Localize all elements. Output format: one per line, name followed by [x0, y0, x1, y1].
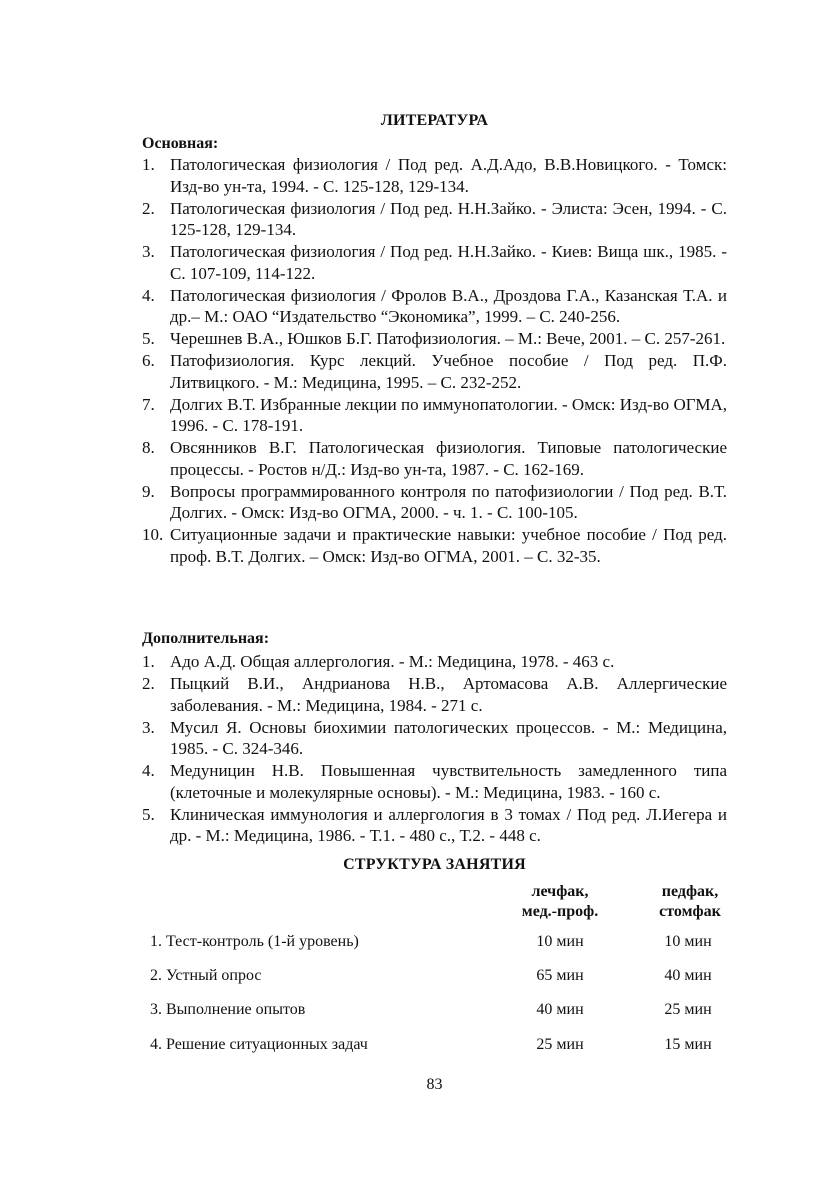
item-number: 3. [142, 242, 155, 261]
list-item [142, 154, 727, 197]
item-text: Патологическая физиология / Фролов В.А., Дроздова Г.А., Казанская Т.А. и др.– М.: ОАО “Издательство “Экономика”, 1999. – С. 240-256. [170, 285, 727, 326]
item-number: 1. [142, 652, 155, 671]
item-number: 5. [142, 804, 155, 824]
list-item [142, 760, 727, 803]
item-number: 7. [142, 394, 155, 414]
list-item [142, 481, 727, 524]
column-header-line: стомфак [659, 903, 721, 920]
item-number: 5. [142, 329, 155, 348]
structure-row-label: 3. Выполнение опытов [150, 1001, 306, 1018]
item-text: Мусил Я. Основы биохимии патологических процессов. - М.: Медицина, 1985. - С. 324-346. [170, 717, 727, 758]
item-number: 9. [142, 481, 155, 501]
main-literature-heading: Основная: [142, 135, 219, 152]
column-header-line: мед.-проф. [521, 903, 599, 920]
structure-row-value: 10 мин [664, 933, 712, 950]
item-number: 2. [142, 198, 155, 218]
column-header-line: педфак, [661, 883, 719, 900]
structure-title: СТРУКТУРА ЗАНЯТИЯ [343, 856, 526, 873]
list-item [142, 437, 727, 480]
column-header-lechfak [510, 882, 610, 922]
structure-row-value: 15 мин [664, 1036, 712, 1053]
item-number: 3. [142, 717, 155, 737]
item-text: Патологическая физиология / Под ред. Н.Н.Зайко. - Киев: Вища шк., 1985. - С. 107-109, 114-122. [170, 242, 727, 283]
item-text: Ситуационные задачи и практические навыки: учебное пособие / Под ред. проф. В.Т. Долгих. – Омск: Изд-во ОГМА, 2001. – С. 32-35. [170, 525, 727, 566]
item-text: Долгих В.Т. Избранные лекции по иммунопатологии. - Омск: Изд-во ОГМА, 1996. - С. 178-191. [170, 394, 727, 435]
list-item [142, 651, 727, 673]
list-item [142, 328, 727, 350]
item-number: 8. [142, 438, 155, 457]
list-item [142, 717, 727, 760]
structure-row-value: 40 мин [664, 967, 712, 984]
list-item [142, 804, 727, 847]
item-text: Патологическая физиология / Под ред. А.Д.Адо, В.В.Новицкого. - Томск: Изд-во ун-та, 1994. - С. 125-128, 129-134. [170, 155, 727, 196]
structure-row-value: 25 мин [664, 1001, 712, 1018]
item-text: Патологическая физиология / Под ред. Н.Н.Зайко. - Элиста: Эсен, 1994. - С. 125-128, 129-134. [170, 198, 727, 239]
structure-row-value: 10 мин [536, 933, 584, 950]
list-item [142, 524, 727, 567]
structure-row-label: 4. Решение ситуационных задач [150, 1036, 368, 1053]
structure-row-value: 65 мин [536, 967, 584, 984]
item-text: Вопросы программированного контроля по патофизиологии / Под ред. В.Т. Долгих. - Омск: Изд-во ОГМА, 2000. - ч. 1. - С. 100-105. [170, 481, 727, 522]
list-item [142, 241, 727, 284]
item-number: 4. [142, 761, 155, 780]
item-text: Пыцкий В.И., Андрианова Н.В., Артомасова А.В. Аллергические заболевания. - М.: Медицина, 1984. - 271 с. [170, 674, 727, 715]
column-header-pedfak [640, 882, 740, 922]
item-number: 1. [142, 155, 155, 174]
list-item [142, 394, 727, 437]
extra-literature-heading: Дополнительная: [142, 630, 270, 647]
item-text: Патофизиология. Курс лекций. Учебное пособие / Под ред. П.Ф. Литвицкого. - М.: Медицина, 1995. – С. 232-252. [170, 351, 727, 392]
page-number: 83 [426, 1076, 443, 1093]
structure-row-label: 2. Устный опрос [150, 967, 262, 984]
list-item [142, 673, 727, 716]
literature-title: ЛИТЕРАТУРА [380, 112, 489, 129]
column-header-line: лечфак, [531, 883, 589, 900]
item-number: 10. [142, 525, 164, 544]
item-text: Черешнев В.А., Юшков Б.Г. Патофизиология. – М.: Вече, 2001. – С. 257-261. [170, 329, 726, 348]
item-text: Адо А.Д. Общая аллергология. - М.: Медицина, 1978. - 463 с. [170, 652, 615, 671]
extra-literature-list [142, 651, 727, 847]
list-item [142, 198, 727, 241]
structure-row-value: 40 мин [536, 1001, 584, 1018]
item-number: 2. [142, 674, 155, 693]
main-literature-list [142, 154, 727, 568]
structure-row-value: 25 мин [536, 1036, 584, 1053]
list-item [142, 350, 727, 393]
structure-row-label: 1. Тест-контроль (1-й уровень) [150, 933, 359, 950]
item-number: 4. [142, 285, 155, 305]
item-text: Овсянников В.Г. Патологическая физиология. Типовые патологические процессы. - Ростов н/Д.: Изд-во ун-та, 1987. - С. 162-169. [170, 438, 727, 479]
list-item [142, 285, 727, 328]
item-text: Клиническая иммунология и аллергология в 3 томах / Под ред. Л.Иегера и др. - М.: Медицина, 1986. - Т.1. - 480 с., Т.2. - 448 с. [170, 804, 727, 845]
item-text: Медуницин Н.В. Повышенная чувствительность замедленного типа (клеточные и молекулярные основы). - М.: Медицина, 1983. - 160 с. [170, 761, 727, 802]
item-number: 6. [142, 351, 155, 370]
